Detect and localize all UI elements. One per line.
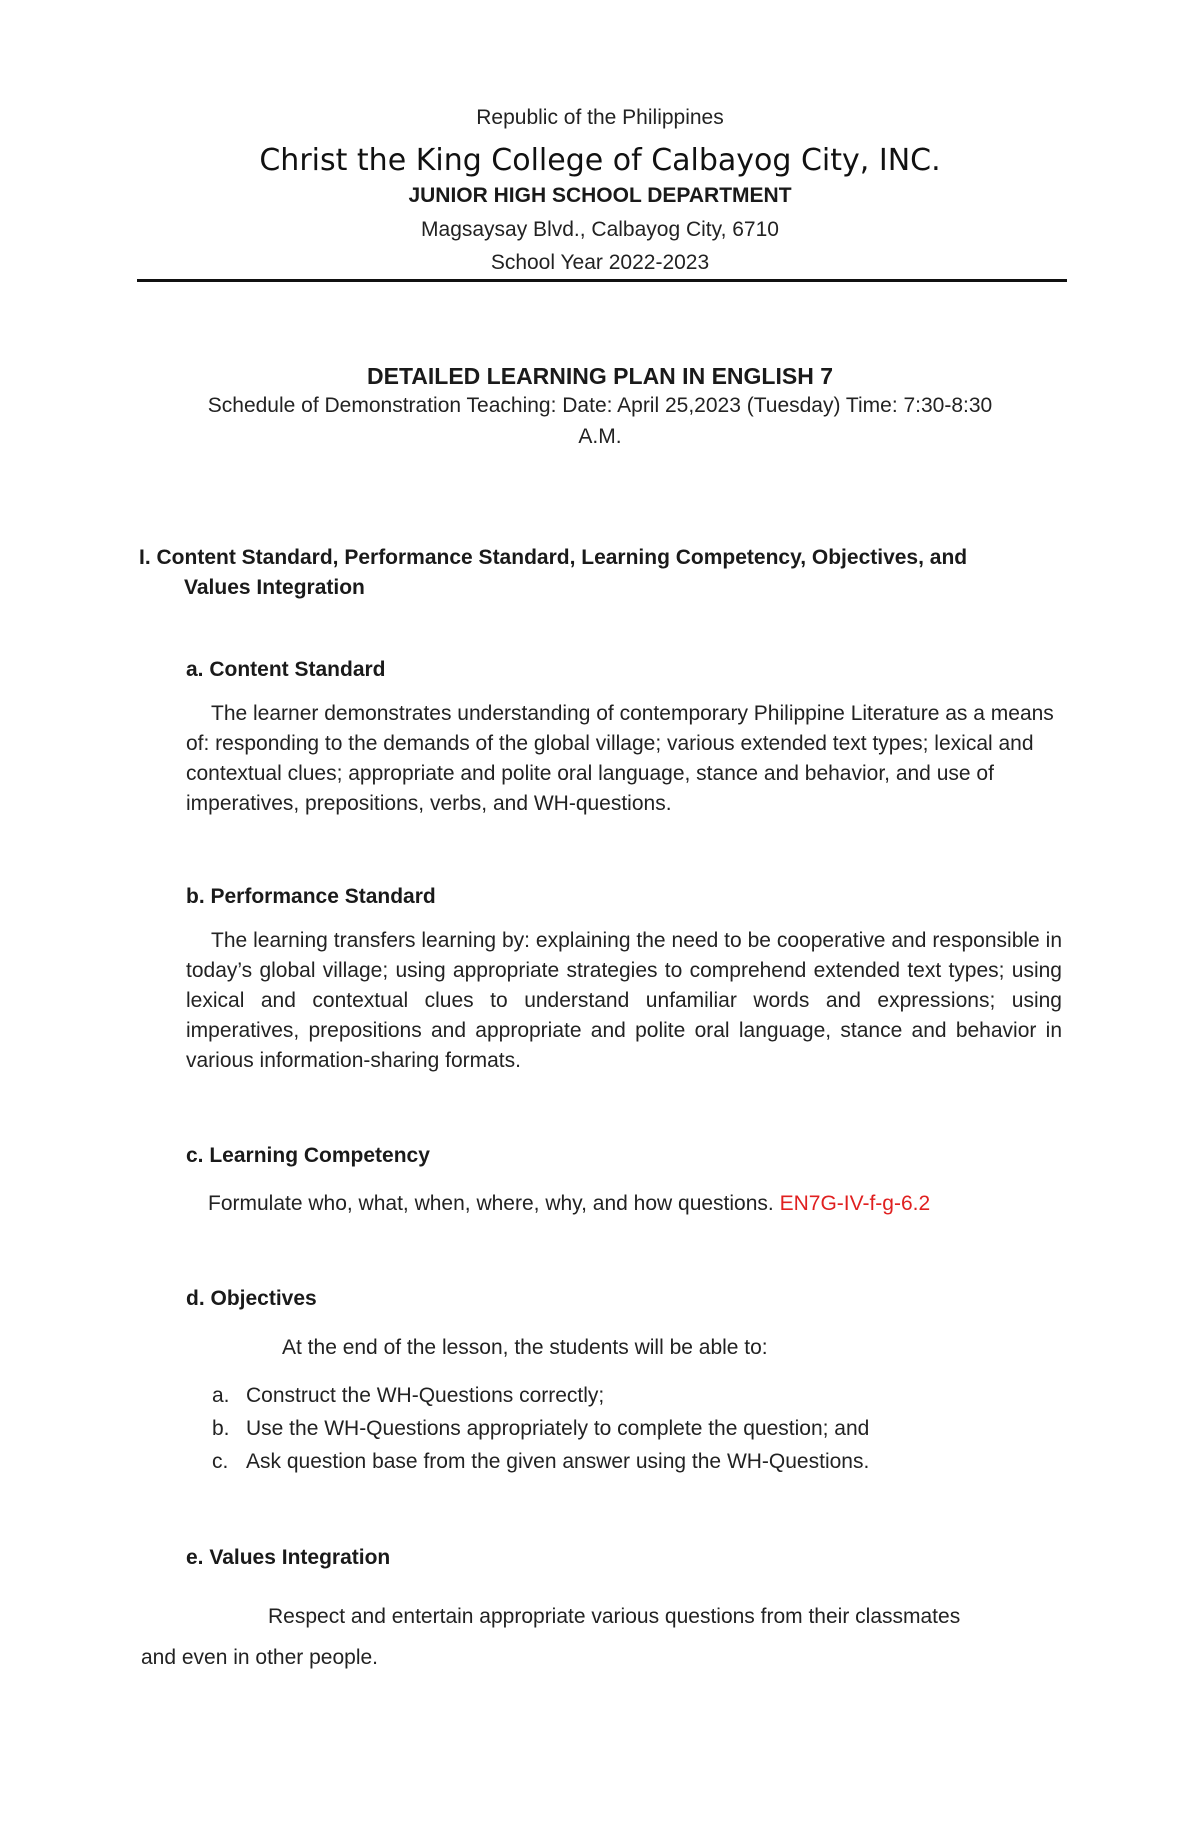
objectives-intro: At the end of the lesson, the students will be able to:: [282, 1336, 768, 1359]
objective-marker: c.: [212, 1450, 229, 1473]
values-integration-line-2: and even in other people.: [141, 1646, 379, 1669]
plan-title: DETAILED LEARNING PLAN IN ENGLISH 7: [367, 363, 833, 389]
schedule-line-2: A.M.: [578, 425, 622, 448]
objective-item: Construct the WH-Questions correctly;: [246, 1384, 605, 1407]
school-address: Magsaysay Blvd., Calbayog City, 6710: [421, 218, 779, 241]
learning-competency-line: [208, 1192, 930, 1216]
schedule-line-1: Schedule of Demonstration Teaching: Date: April 25,2023 (Tuesday) Time: 7:30-8:30: [207, 394, 993, 417]
objective-item: Use the WH-Questions appropriately to complete the question; and: [246, 1417, 870, 1440]
values-integration-heading: e. Values Integration: [186, 1546, 391, 1569]
country-line: Republic of the Philippines: [476, 106, 724, 129]
school-name: Christ the King College of Calbayog City, INC.: [259, 143, 941, 178]
section-heading-line-1: I. Content Standard, Performance Standard, Learning Competency, Objectives, and: [139, 546, 968, 569]
performance-standard-text: The learning transfers learning by: explaining the need to be cooperative and responsible in today’s global village; using appropriate strategies to comprehend extended text types; using lexical and contextual clues to understand unfamiliar words and expressions; using imperatives, prepositions and appropriate and polite oral language, stance and behavior in various information-sharing formats.: [186, 929, 1062, 1072]
objectives-heading: d. Objectives: [186, 1287, 317, 1310]
objective-marker: a.: [212, 1384, 230, 1407]
objective-marker: b.: [212, 1417, 230, 1440]
values-integration-line-1: Respect and entertain appropriate various questions from their classmates: [268, 1605, 961, 1628]
competency-code: EN7G-IV-f-g-6.2: [779, 1192, 931, 1215]
learning-competency-text: Formulate who, what, when, where, why, and how questions.: [208, 1192, 774, 1215]
content-standard-text: The learner demonstrates understanding of contemporary Philippine Literature as a means of: responding to the demands of the global village; various extended text types; lexical and contextual clues; appropriate and polite oral language, stance and behavior, and use of imperatives, prepositions, verbs, and WH-questions.: [186, 702, 1054, 815]
header-divider: [137, 279, 1067, 282]
section-heading-line-2: Values Integration: [184, 576, 365, 599]
school-year: School Year 2022-2023: [490, 251, 710, 274]
performance-standard-heading: b. Performance Standard: [186, 885, 436, 908]
content-standard-heading: a. Content Standard: [186, 658, 386, 681]
learning-competency-heading: c. Learning Competency: [186, 1144, 430, 1167]
department-name: JUNIOR HIGH SCHOOL DEPARTMENT: [408, 184, 792, 207]
objective-item: Ask question base from the given answer using the WH-Questions.: [246, 1450, 870, 1473]
